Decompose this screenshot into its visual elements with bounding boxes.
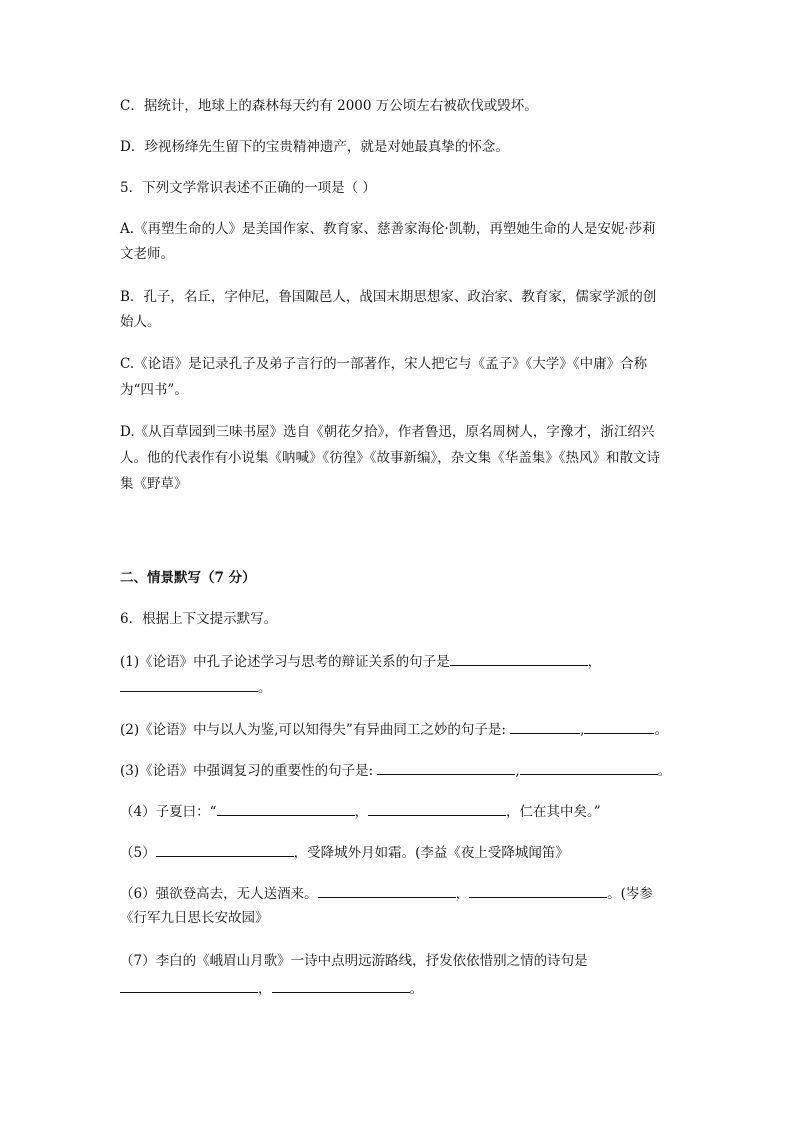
q6-item-1-line2: 。 <box>120 677 272 698</box>
answer-blank[interactable] <box>368 801 506 816</box>
q6-item-2: (2)《论语》中与以人为鉴,可以知得失”有异曲同工之妙的句子是: , 。 <box>120 719 668 740</box>
answer-blank[interactable] <box>377 760 515 775</box>
answer-blank[interactable] <box>450 651 588 666</box>
q5-option-b-line1: B．孔子，名丘，字仲尼，鲁国陬邑人，战国末期思想家、政治家、教育家，儒家学派的创 <box>120 289 657 305</box>
answer-blank[interactable] <box>584 719 654 734</box>
answer-blank[interactable] <box>272 978 410 993</box>
q4-option-c: C．据统计，地球上的森林每天约有 2000 万公顷左右被砍伐或毁坏。 <box>120 98 538 114</box>
q6-item-7-line1: （7）李白的《峨眉山月歌》一诗中点明远游路线，抒发依依惜别之情的诗句是 <box>120 953 588 969</box>
q5-option-a-line2: 文老师。 <box>120 246 174 262</box>
q6-item-7-line2: ， 。 <box>120 978 423 999</box>
q4-option-d: D．珍视杨绛先生留下的宝贵精神遗产，就是对她最真挚的怀念。 <box>120 139 509 155</box>
q5-option-c-line2: 为“四书”。 <box>120 382 188 398</box>
q5-option-c-line1: C.《论语》是记录孔子及弟子言行的一部著作，宋人把它与《孟子》《大学》《中庸》合称 <box>120 356 648 372</box>
q5-option-a-line1: A.《再塑生命的人》是美国作家、教育家、慈善家海伦·凯勒，再塑她生命的人是安妮·莎莉 <box>120 221 656 237</box>
q6-stem: 6．根据上下文提示默写。 <box>120 611 278 627</box>
answer-blank[interactable] <box>120 978 258 993</box>
answer-blank[interactable] <box>520 760 658 775</box>
q6-item-3: (3)《论语》中强调复习的重要性的句子是: , 。 <box>120 760 671 781</box>
q5-option-d-line1: D.《从百草园到三味书屋》选自《朝花夕拾》，作者鲁迅，原名周树人，字豫才，浙江绍兴 <box>120 424 655 440</box>
answer-blank[interactable] <box>510 719 580 734</box>
section-2-title: 二、情景默写（7 分） <box>120 570 256 586</box>
answer-blank[interactable] <box>120 677 258 692</box>
q6-item-6-line2: 《行军九日思长安故园》 <box>120 910 269 926</box>
q5-stem: 5．下列文学常识表述不正确的一项是（ ） <box>120 180 376 196</box>
q6-item-4: （4）子夏曰：“ ， ，仁在其中矣。” <box>120 801 601 822</box>
answer-blank[interactable] <box>217 801 355 816</box>
q6-item-1-line1: (1)《论语》中孔子论述学习与思考的辩证关系的句子是 ， <box>120 651 601 672</box>
q5-option-d-line3: 集《野草》 <box>120 476 188 492</box>
q5-option-d-line2: 人。他的代表作有小说集《呐喊》《彷徨》《故事新编》，杂文集《华盖集》《热风》和散文诗 <box>120 450 660 466</box>
q6-item-6-line1: （6）强欲登高去，无人送酒来。 ， 。(岑参 <box>120 883 653 904</box>
answer-blank[interactable] <box>469 883 607 898</box>
q5-option-b-line2: 始人。 <box>120 314 161 330</box>
q6-item-5: （5） ，受降城外月如霜。(李益《夜上受降城闻笛》 <box>120 842 569 863</box>
answer-blank[interactable] <box>156 842 294 857</box>
answer-blank[interactable] <box>318 883 456 898</box>
